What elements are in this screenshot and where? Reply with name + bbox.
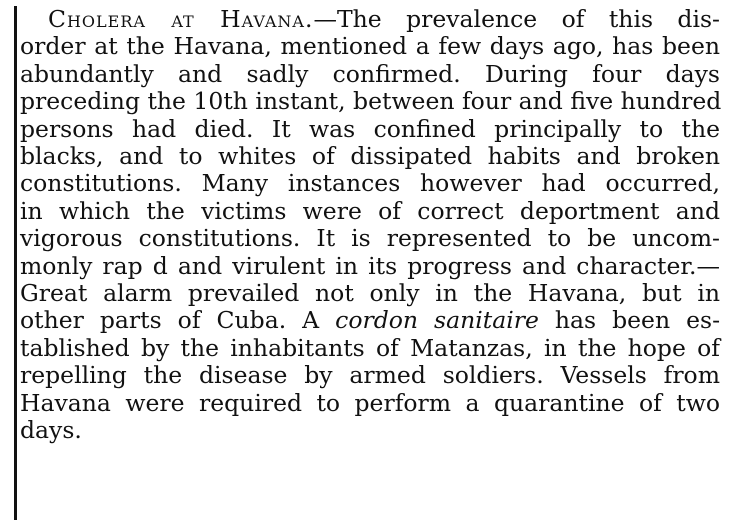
article-line-8: in which the victims were of correct deportment and: [20, 196, 720, 225]
article-heading: Cholera at Havana.: [48, 5, 314, 33]
article-line-10: monly rap d and virulent in its progress and character.—: [20, 251, 720, 280]
article-line-5: persons had died. It was confined principally to the: [20, 114, 720, 143]
article-line-1: Cholera at Havana.—The prevalence of this dis-: [48, 5, 720, 33]
article-line-9: vigorous constitutions. It is represented to be uncom-: [20, 224, 720, 253]
article-line-4: preceding the 10th instant, between four and five hundred: [20, 87, 722, 116]
article-line-6: blacks, and to whites of dissipated habits and broken: [20, 142, 720, 171]
article-body: [20, 6, 720, 445]
column-rule: [14, 6, 17, 520]
article-line-16: days.: [20, 416, 82, 445]
article-line-14: repelling the disease by armed soldiers. Vessels from: [20, 361, 720, 390]
article-line-15: Havana were required to perform a quarantine of two: [20, 388, 720, 417]
article-line-3: abundantly and sadly confirmed. During four days: [20, 59, 720, 88]
article-line-13: tablished by the inhabitants of Matanzas, in the hope of: [20, 333, 720, 362]
article-line-2: order at the Havana, mentioned a few days ago, has been: [20, 32, 720, 61]
newspaper-column: [14, 6, 720, 520]
article-line-7: constitutions. Many instances however had occurred,: [20, 169, 720, 198]
italic-phrase: cordon sanitaire: [335, 306, 539, 335]
article-line-11: Great alarm prevailed not only in the Havana, but in: [20, 279, 720, 308]
article-line-12: other parts of Cuba. A cordon sanitaire has been es-: [20, 306, 721, 335]
